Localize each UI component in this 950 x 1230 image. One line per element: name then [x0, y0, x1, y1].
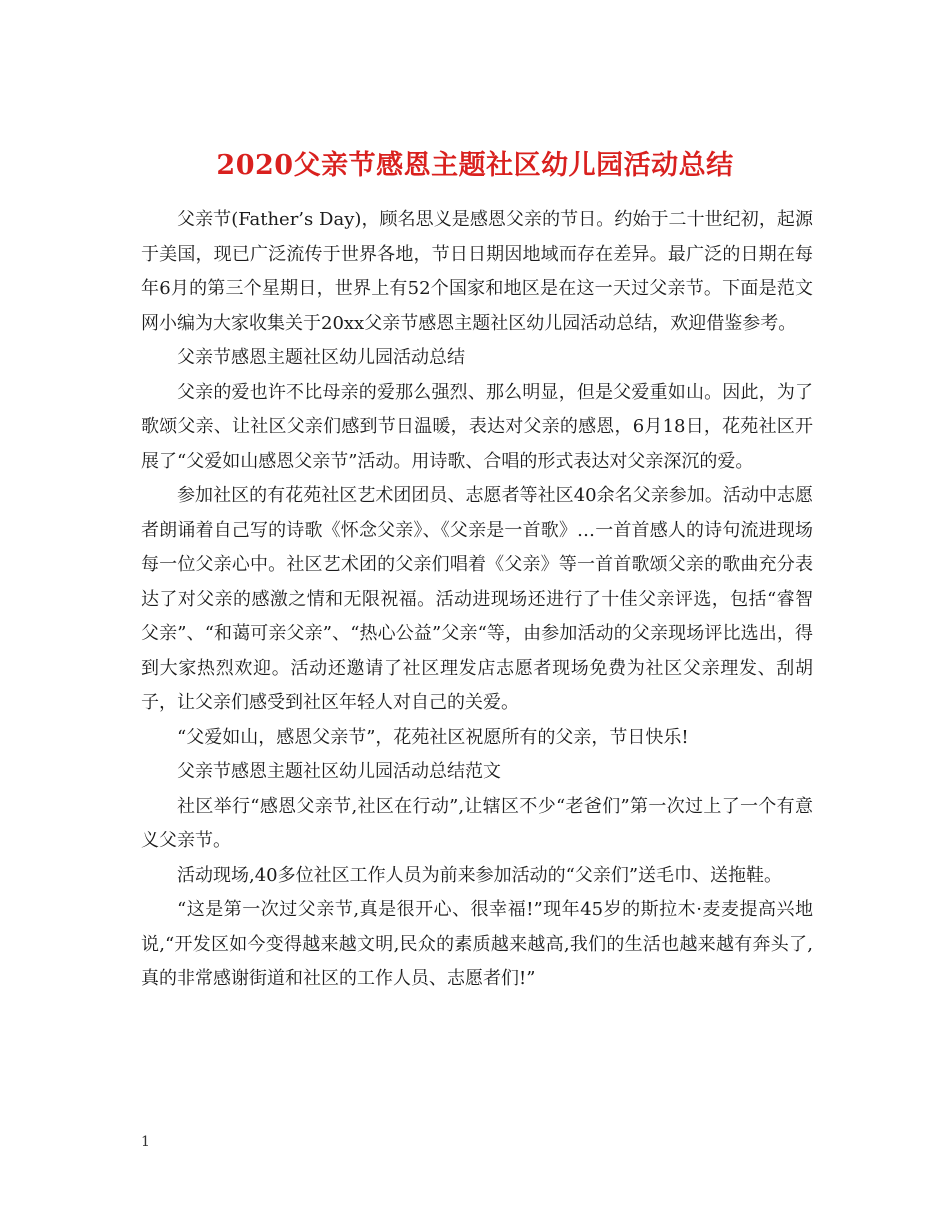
paragraph-gifts: 活动现场,40多位社区工作人员为前来参加活动的“父亲们”送毛巾、送拖鞋。 — [177, 864, 783, 886]
paragraph-father-love: 父亲的爱也许不比母亲的爱那么强烈、那么明显，但是父爱重如山。因此，为了歌颂父亲、让社区父亲们感到节日温暖，表达对父亲的感恩，6月18日，花苑社区开展了“父爱如山感恩父亲节”活动。用诗歌、合唱的形式表达对父亲深沉的爱。 — [141, 381, 813, 472]
paragraph-blessing: “父爱如山，感恩父亲节”，花苑社区祝愿所有的父亲，节日快乐! — [177, 726, 689, 748]
paragraph-quote: “这是第一次过父亲节,真是很开心、很幸福!”现年45岁的斯拉木·麦麦提高兴地说,“开发区如今变得越来越文明,民众的素质越来越高,我们的生活也越来越有奔头了,真的非常感谢街道和社区的工作人员、志愿者们!” — [141, 899, 813, 989]
section-heading-summary: 父亲节感恩主题社区幼儿园活动总结 — [177, 347, 465, 368]
document-title: 2020父亲节感恩主题社区幼儿园活动总结 — [216, 150, 734, 182]
page-number: 1 — [141, 1134, 150, 1150]
section-heading-sample: 父亲节感恩主题社区幼儿园活动总结范文 — [177, 761, 501, 782]
paragraph-community-event: 社区举行“感恩父亲节,社区在行动”,让辖区不少“老爸们”第一次过上了一个有意义父亲节。 — [141, 795, 813, 851]
document-body — [141, 203, 813, 997]
paragraph-intro: 父亲节(Father’s Day)，顾名思义是感恩父亲的节日。约始于二十世纪初，起源于美国，现已广泛流传于世界各地，节日日期因地域而存在差异。最广泛的日期在每年6月的第三个星期日，世界上有52个国家和地区是在这一天过父亲节。下面是范文网小编为大家收集关于20xx父亲节感恩主题社区幼儿园活动总结，欢迎借鉴参考。 — [141, 209, 813, 334]
paragraph-activity: 参加社区的有花苑社区艺术团团员、志愿者等社区40余名父亲参加。活动中志愿者朗诵着自己写的诗歌《怀念父亲》、《父亲是一首歌》…一首首感人的诗句流进现场每一位父亲心中。社区艺术团的父亲们唱着《父亲》等一首首歌颂父亲的歌曲充分表达了对父亲的感激之情和无限祝福。活动进现场还进行了十佳父亲评选，包括“睿智父亲”、“和蔼可亲父亲”、“热心公益”父亲“等，由参加活动的父亲现场评比选出，得到大家热烈欢迎。活动还邀请了社区理发店志愿者现场免费为社区父亲理发、刮胡子，让父亲们感受到社区年轻人对自己的关爱。 — [141, 485, 813, 713]
